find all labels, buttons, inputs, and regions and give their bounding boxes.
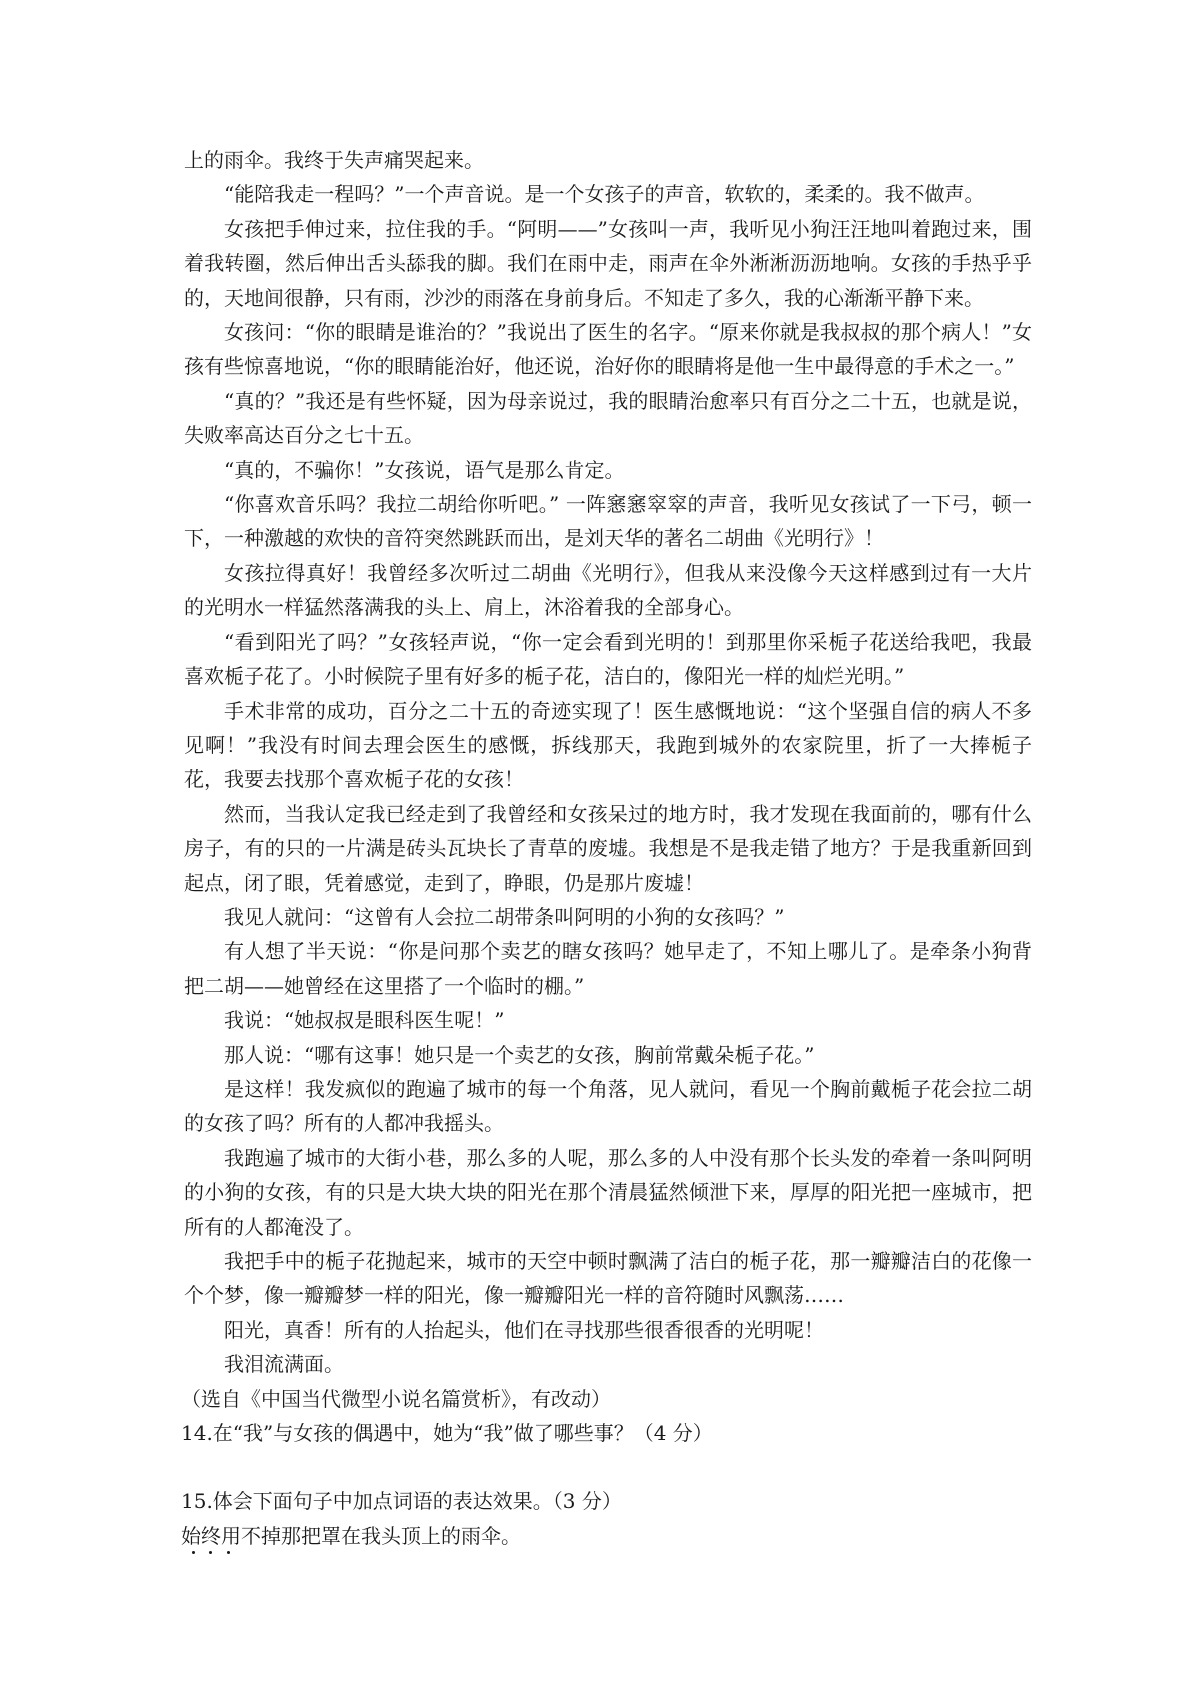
- story-body: [184, 143, 1032, 1382]
- story-paragraph: 我泪流满面。: [224, 1352, 344, 1377]
- emphasis-dot: [192, 1551, 195, 1554]
- emphasized-word: [181, 1524, 241, 1548]
- story-paragraph: 我把手中的栀子花抛起来，城市的天空中顿时飘满了洁白的栀子花，那一瓣瓣洁白的花像一个个梦，像一瓣瓣梦一样的阳光，像一瓣瓣阳光一样的音符随时风飘荡……: [184, 1249, 1032, 1308]
- story-paragraph: “能陪我走一程吗？”一个声音说。是一个女孩子的声音，软软的，柔柔的。我不做声。: [224, 182, 985, 207]
- question-14: 14.在“我”与女孩的偶遇中，她为“我”做了哪些事？（4 分）: [181, 1421, 713, 1446]
- story-paragraph: 我见人就问：“这曾有人会拉二胡带条叫阿明的小狗的女孩吗？”: [224, 904, 785, 929]
- story-paragraph: “真的，不骗你！”女孩说，语气是那么肯定。: [224, 457, 625, 482]
- emphasis-dot: [209, 1551, 212, 1554]
- document-page: [181, 143, 1032, 1553]
- emphasized-word-text: 始终用: [181, 1523, 241, 1548]
- emphasis-dot: [227, 1551, 230, 1554]
- answer-space: [184, 1450, 1032, 1484]
- story-paragraph: 阳光，真香！所有的人抬起头，他们在寻找那些很香很香的光明呢！: [224, 1317, 824, 1342]
- source-citation: （选自《中国当代微型小说名篇赏析》，有改动）: [181, 1386, 611, 1411]
- story-paragraph: 女孩问：“你的眼睛是谁治的？”我说出了医生的名字。“原来你就是我叔叔的那个病人！”女孩有些惊喜地说，“你的眼睛能治好，他还说，治好你的眼睛将是他一生中最得意的手术之一。”: [184, 320, 1032, 379]
- story-paragraph: 手术非常的成功，百分之二十五的奇迹实现了！医生感慨地说：“这个坚强自信的病人不多见啊！”我没有时间去理会医生的感慨，拆线那天，我跑到城外的农家院里，折了一大捧栀子花，我要去找那个喜欢栀子花的女孩！: [184, 698, 1032, 792]
- story-paragraph: 是这样！我发疯似的跑遍了城市的每一个角落，见人就问，看见一个胸前戴栀子花会拉二胡的女孩了吗？所有的人都冲我摇头。: [184, 1076, 1032, 1136]
- story-paragraph: 女孩把手伸过来，拉住我的手。“阿明——”女孩叫一声，我听见小狗汪汪地叫着跑过来，围着我转圈，然后伸出舌头舔我的脚。我们在雨中走，雨声在伞外淅淅沥沥地响。女孩的手热乎乎的，天地间很静，只有雨，沙沙的雨落在身前身后。不知走了多久，我的心渐渐平静下来。: [184, 216, 1032, 310]
- question-15: 15.体会下面句子中加点词语的表达效果。（3 分）: [181, 1489, 622, 1514]
- story-paragraph: 我跑遍了城市的大街小巷，那么多的人呢，那么多的人中没有那个长头发的牵着一条叫阿明的小狗的女孩，有的只是大块大块的阳光在那个清晨猛然倾泄下来，厚厚的阳光把一座城市，把所有的人都淹没了。: [184, 1145, 1032, 1239]
- question-15-sentence: [181, 1519, 1032, 1553]
- story-paragraph: “真的？”我还是有些怀疑，因为母亲说过，我的眼睛治愈率只有百分之二十五，也就是说，失败率高达百分之七十五。: [184, 388, 1032, 448]
- story-paragraph: 那人说：“哪有这事！她只是一个卖艺的女孩，胸前常戴朵栀子花。”: [224, 1042, 815, 1067]
- story-paragraph: “你喜欢音乐吗？我拉二胡给你听吧。” 一阵窸窸窣窣的声音，我听见女孩试了一下弓，顿一下，一种激越的欢快的音符突然跳跃而出，是刘天华的著名二胡曲《光明行》！: [184, 492, 1032, 551]
- story-paragraph: 上的雨伞。我终于失声痛哭起来。: [184, 148, 484, 172]
- emphasis-dots: [181, 1551, 241, 1559]
- story-paragraph: 女孩拉得真好！我曾经多次听过二胡曲《光明行》，但我从来没像今天这样感到过有一大片的光明水一样猛然落满我的头上、肩上，沐浴着我的全部身心。: [184, 560, 1032, 620]
- story-paragraph: 有人想了半天说：“你是问那个卖艺的瞎女孩吗？她早走了，不知上哪儿了。是牵条小狗背把二胡——她曾经在这里搭了一个临时的棚。”: [184, 939, 1032, 998]
- sentence-rest: 不掉那把罩在我头顶上的雨伞。: [241, 1523, 521, 1548]
- story-paragraph: “看到阳光了吗？”女孩轻声说，“你一定会看到光明的！到那里你采栀子花送给我吧，我最喜欢栀子花了。小时候院子里有好多的栀子花，洁白的，像阳光一样的灿烂光明。”: [184, 629, 1032, 689]
- story-paragraph: 然而，当我认定我已经走到了我曾经和女孩呆过的地方时，我才发现在我面前的，哪有什么房子，有的只的一片满是砖头瓦块长了青草的废墟。我想是不是我走错了地方？于是我重新回到起点，闭了眼，凭着感觉，走到了，睁眼，仍是那片废墟！: [184, 801, 1032, 895]
- story-paragraph: 我说：“她叔叔是眼科医生呢！”: [224, 1008, 505, 1033]
